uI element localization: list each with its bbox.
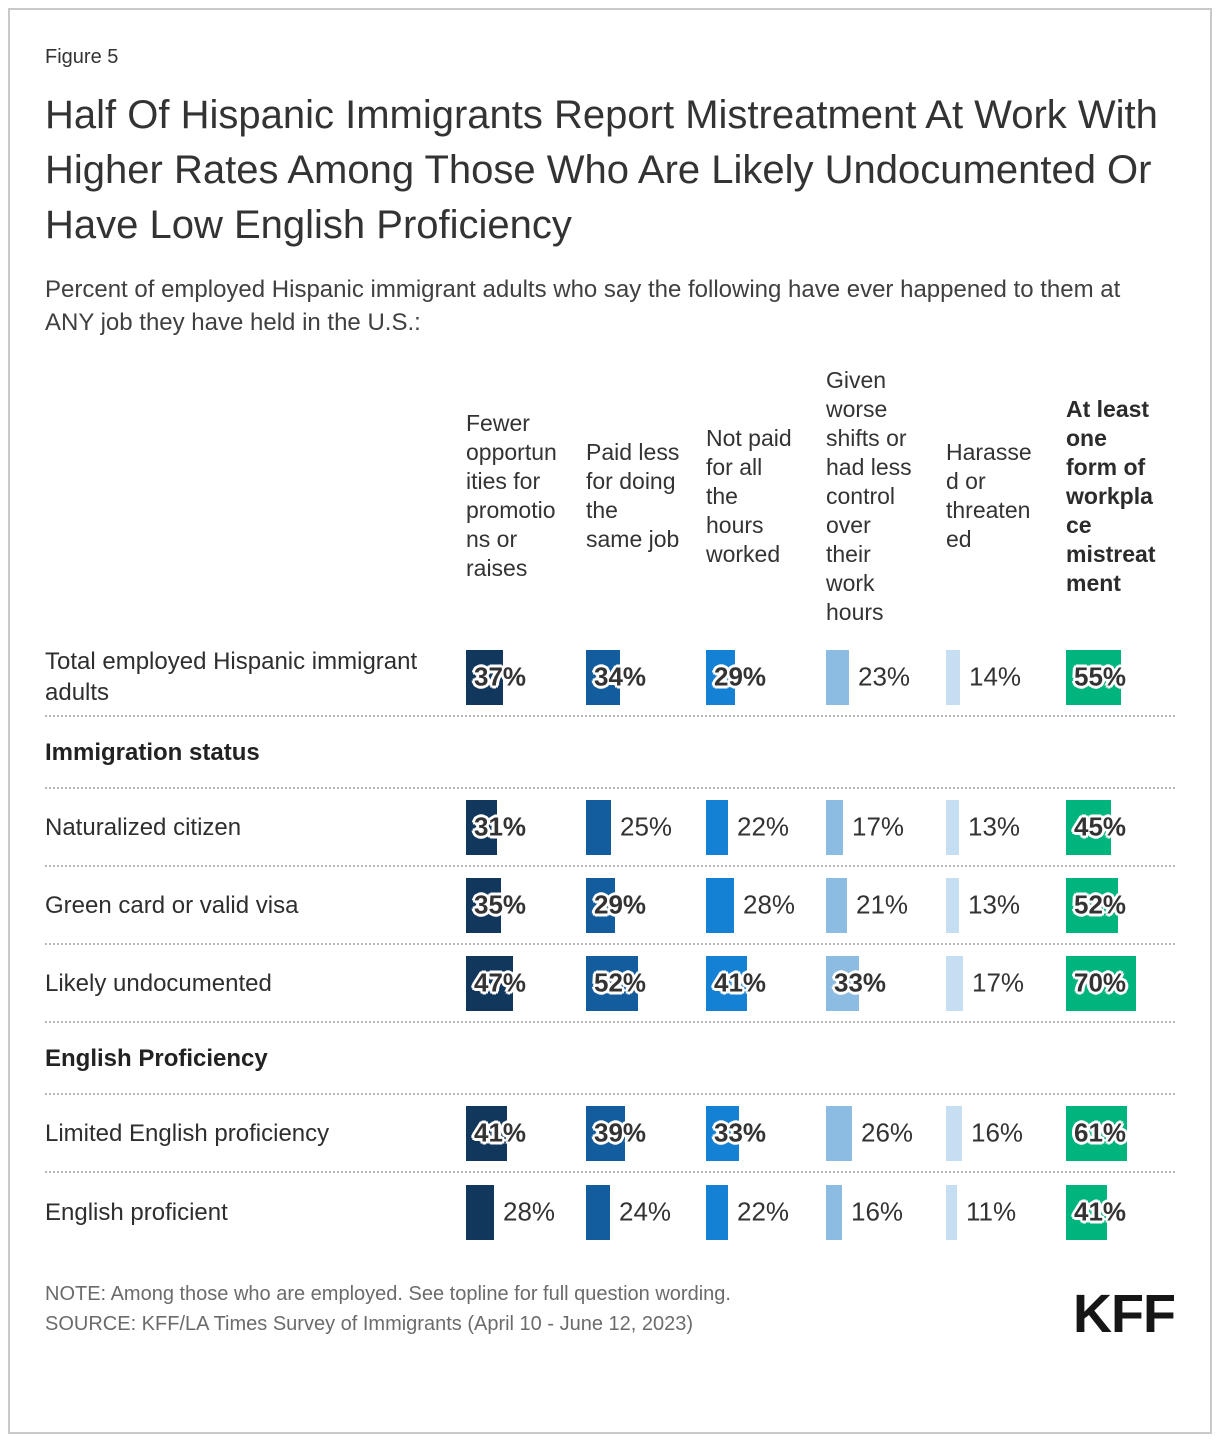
bar-cell bbox=[946, 650, 1066, 705]
bar-value-label: 52% bbox=[594, 967, 647, 998]
bar-value-label: 22% bbox=[737, 811, 790, 842]
bar bbox=[946, 650, 960, 705]
table-row bbox=[45, 867, 1175, 945]
bar bbox=[706, 800, 728, 855]
bar-cell bbox=[706, 1185, 826, 1240]
bar-cell bbox=[586, 956, 706, 1011]
bar-cell bbox=[946, 1106, 1066, 1161]
bar bbox=[946, 800, 959, 855]
bar-value-label: 17% bbox=[972, 967, 1025, 998]
figure-label: Figure 5 bbox=[45, 46, 119, 68]
bar-cell bbox=[586, 1185, 706, 1240]
bar bbox=[946, 956, 963, 1011]
bar-value-label: 14% bbox=[969, 661, 1022, 692]
table-row bbox=[45, 945, 1175, 1023]
bar-cell bbox=[586, 1106, 706, 1161]
table-row bbox=[45, 639, 1175, 717]
bar-cell bbox=[1066, 650, 1186, 705]
column-header-harassed bbox=[946, 438, 1066, 554]
bar-value-label: 34% bbox=[594, 661, 647, 692]
bar-value-label: 41% bbox=[714, 967, 767, 998]
bar-value-label: 37% bbox=[474, 661, 527, 692]
bar bbox=[826, 650, 849, 705]
bar-cell bbox=[706, 650, 826, 705]
section-header-row bbox=[45, 1023, 1175, 1095]
bar-value-label: 45% bbox=[1074, 811, 1127, 842]
bar-cell bbox=[826, 878, 946, 933]
table-row bbox=[45, 1095, 1175, 1173]
chart-title: Half Of Hispanic Immigrants Report Mistreatment At Work With Higher Rates Among Those Who Are Likely Undocumented Or Have Low English Proficiency bbox=[45, 93, 1158, 247]
column-header-label: At least one form of workplace mistreatment bbox=[1066, 395, 1156, 596]
bar-cell bbox=[946, 956, 1066, 1011]
bar-cell bbox=[826, 650, 946, 705]
bar-cell bbox=[706, 878, 826, 933]
bar-cell bbox=[706, 800, 826, 855]
bar-value-label: 16% bbox=[851, 1196, 904, 1227]
bar-value-label: 28% bbox=[503, 1196, 556, 1227]
bar-value-label: 22% bbox=[737, 1196, 790, 1227]
bar-cell bbox=[466, 878, 586, 933]
bar-value-label: 41% bbox=[1074, 1196, 1127, 1227]
bar-value-label: 55% bbox=[1074, 661, 1127, 692]
table-row bbox=[45, 1173, 1175, 1251]
row-label: Green card or valid visa bbox=[45, 891, 299, 919]
bar-value-label: 39% bbox=[594, 1117, 647, 1148]
bar-cell bbox=[706, 956, 826, 1011]
bar bbox=[946, 1185, 957, 1240]
bar-cell bbox=[586, 800, 706, 855]
bar-value-label: 35% bbox=[474, 889, 527, 920]
bar-value-label: 13% bbox=[968, 889, 1021, 920]
bar-cell bbox=[826, 956, 946, 1011]
bar-value-label: 25% bbox=[620, 811, 673, 842]
bar-value-label: 33% bbox=[834, 967, 887, 998]
bar bbox=[706, 878, 734, 933]
bar-value-label: 33% bbox=[714, 1117, 767, 1148]
bar-cell bbox=[1066, 1185, 1186, 1240]
bar-value-label: 26% bbox=[861, 1117, 914, 1148]
bar-cell bbox=[946, 1185, 1066, 1240]
row-label: Limited English proficiency bbox=[45, 1119, 330, 1147]
row-label: English proficient bbox=[45, 1198, 228, 1226]
column-header-label: Fewer opportunities for promotions or raises bbox=[466, 410, 557, 581]
bar bbox=[826, 800, 843, 855]
kff-logo: KFF bbox=[1073, 1284, 1175, 1344]
column-header-not-paid bbox=[706, 424, 826, 569]
note-text: NOTE: Among those who are employed. See topline for full question wording. bbox=[45, 1283, 731, 1305]
column-header-fewer-opportunities bbox=[466, 409, 586, 583]
bar-cell bbox=[466, 1106, 586, 1161]
bar-cell bbox=[466, 650, 586, 705]
section-header-label: English Proficiency bbox=[45, 1044, 268, 1072]
table-row bbox=[45, 789, 1175, 867]
bar bbox=[946, 878, 959, 933]
bar-cell bbox=[826, 800, 946, 855]
bar-value-label: 29% bbox=[594, 889, 647, 920]
bar-cell bbox=[1066, 878, 1186, 933]
column-header-paid-less bbox=[586, 438, 706, 554]
column-header-label: Not paid for all the hours worked bbox=[706, 424, 792, 567]
row-label: Likely undocumented bbox=[45, 969, 272, 997]
chart-subtitle: Percent of employed Hispanic immigrant adults who say the following have ever happened to them at ANY job they have held in the U.S.: bbox=[45, 276, 1121, 336]
bar-cell bbox=[706, 1106, 826, 1161]
bar bbox=[586, 1185, 610, 1240]
bar bbox=[586, 800, 611, 855]
bar bbox=[826, 878, 847, 933]
bar-cell bbox=[466, 800, 586, 855]
section-header-row bbox=[45, 717, 1175, 789]
bar-value-label: 21% bbox=[856, 889, 909, 920]
bar-cell bbox=[1066, 1106, 1186, 1161]
notes-block bbox=[45, 1279, 731, 1339]
bar-cell bbox=[826, 1106, 946, 1161]
bar-cell bbox=[946, 800, 1066, 855]
bar-value-label: 70% bbox=[1074, 967, 1127, 998]
bar-cell bbox=[466, 956, 586, 1011]
bar-cell bbox=[826, 1185, 946, 1240]
bar-value-label: 24% bbox=[619, 1196, 672, 1227]
bar-value-label: 11% bbox=[966, 1196, 1017, 1227]
chart-table bbox=[45, 353, 1175, 1251]
column-header-label: Given worse shifts or had less control over their work hours bbox=[826, 366, 912, 625]
column-header-at-least-one bbox=[1066, 395, 1186, 598]
chart-rows bbox=[45, 639, 1175, 1251]
bar-value-label: 17% bbox=[852, 811, 905, 842]
section-header-label: Immigration status bbox=[45, 738, 260, 766]
bar-value-label: 13% bbox=[968, 811, 1021, 842]
bar bbox=[706, 1185, 728, 1240]
bar bbox=[826, 1106, 852, 1161]
bar-value-label: 28% bbox=[743, 889, 796, 920]
bar-value-label: 41% bbox=[474, 1117, 527, 1148]
bar-cell bbox=[946, 878, 1066, 933]
bar-value-label: 52% bbox=[1074, 889, 1127, 920]
bar-cell bbox=[586, 878, 706, 933]
row-label: Total employed Hispanic immigrant adults bbox=[45, 648, 418, 706]
bar-cell bbox=[1066, 800, 1186, 855]
bar bbox=[466, 1185, 494, 1240]
bar-value-label: 29% bbox=[714, 661, 767, 692]
bar-cell bbox=[586, 650, 706, 705]
column-header-row bbox=[45, 353, 1175, 639]
bar-value-label: 61% bbox=[1074, 1117, 1127, 1148]
source-text: SOURCE: KFF/LA Times Survey of Immigrants (April 10 - June 12, 2023) bbox=[45, 1313, 694, 1335]
column-header-label: Paid less for doing the same job bbox=[586, 439, 680, 552]
bar bbox=[826, 1185, 842, 1240]
bar-value-label: 16% bbox=[971, 1117, 1024, 1148]
column-header-label: Harassed or threatened bbox=[946, 439, 1032, 552]
bar-value-label: 23% bbox=[858, 661, 911, 692]
figure-card bbox=[8, 8, 1212, 1434]
bar-value-label: 31% bbox=[474, 811, 527, 842]
row-label: Naturalized citizen bbox=[45, 813, 242, 841]
bar-cell bbox=[1066, 956, 1186, 1011]
bar-cell bbox=[466, 1185, 586, 1240]
column-header-worse-shifts bbox=[826, 366, 946, 627]
bar-value-label: 47% bbox=[474, 967, 527, 998]
bar bbox=[946, 1106, 962, 1161]
footer bbox=[45, 1279, 1175, 1344]
